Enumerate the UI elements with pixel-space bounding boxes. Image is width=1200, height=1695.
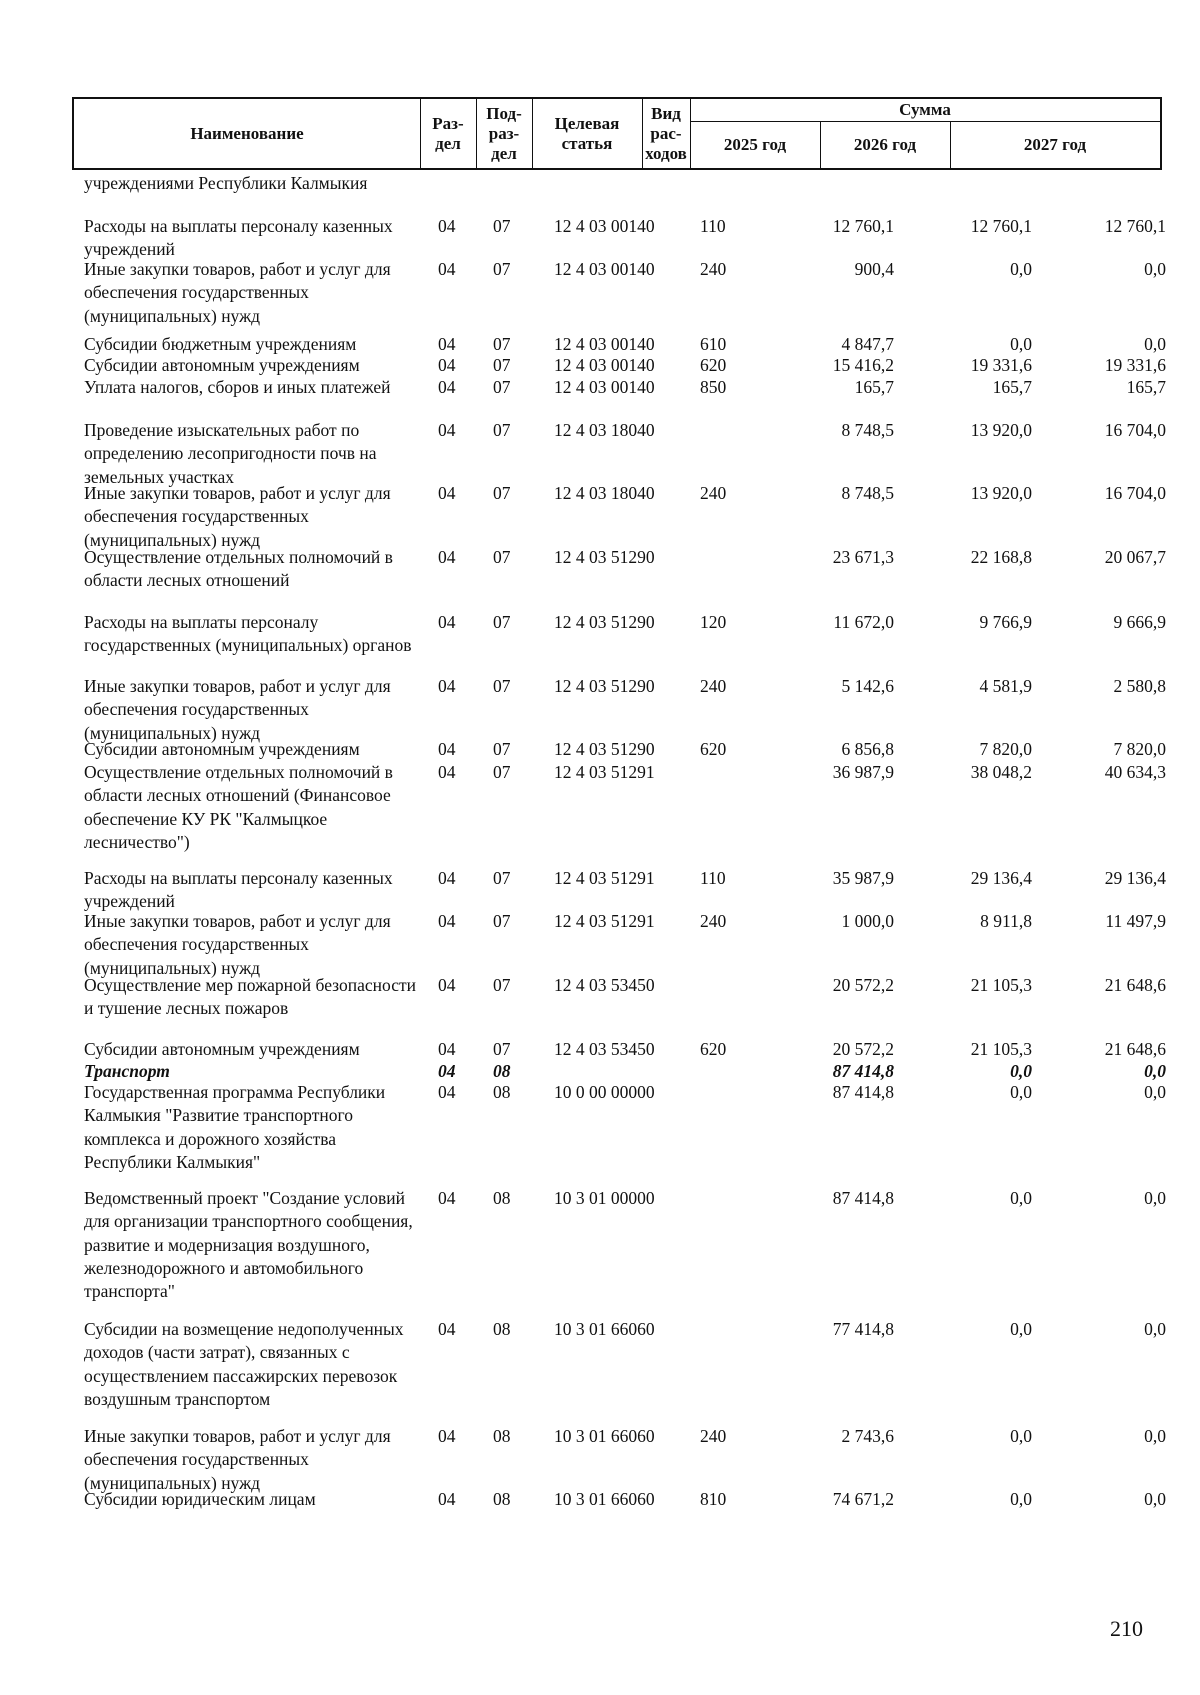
cell-r: 04 (438, 911, 456, 931)
cell-cs: 12 4 03 53450 (554, 975, 655, 995)
cell-r: 04 (438, 1489, 456, 1509)
cell-s27: 21 648,6 (1104, 975, 1166, 995)
cell-r: 04 (438, 334, 456, 354)
cell-cs: 12 4 03 51290 (554, 547, 655, 567)
cell-r: 04 (438, 676, 456, 696)
cell-s25: 2 743,6 (841, 1426, 894, 1446)
cell-p: 07 (493, 259, 511, 279)
cell-s27: 29 136,4 (1104, 868, 1166, 888)
cell-name: учреждениями Республики Калмыкия (84, 173, 368, 193)
cell-s25: 74 671,2 (832, 1489, 894, 1509)
cell-p: 07 (493, 547, 511, 567)
cell-p: 07 (493, 216, 511, 236)
cell-s27: 19 331,6 (1104, 355, 1166, 375)
cell-s25: 20 572,2 (832, 975, 894, 995)
cell-name: Транспорт (84, 1061, 170, 1081)
cell-s26: 0,0 (1010, 334, 1032, 354)
cell-s26: 0,0 (1010, 1188, 1032, 1208)
cell-r: 04 (438, 975, 456, 995)
cell-r: 04 (438, 216, 456, 236)
cell-s27: 2 580,8 (1113, 676, 1166, 696)
cell-cs: 12 4 03 51291 (554, 868, 655, 888)
cell-s26: 0,0 (1010, 1426, 1032, 1446)
cell-name: Осуществление отдельных полномочий в области лесных отношений (84, 547, 393, 591)
cell-cs: 12 4 03 51290 (554, 739, 655, 759)
header-razdel: Раз- дел (432, 113, 464, 153)
cell-s25: 35 987,9 (832, 868, 894, 888)
cell-r: 04 (438, 420, 456, 440)
cell-vr: 240 (700, 1426, 727, 1446)
cell-s26: 4 581,9 (979, 676, 1032, 696)
header-2027: 2027 год (1023, 134, 1087, 154)
cell-s25: 20 572,2 (832, 1039, 894, 1059)
cell-s26: 165,7 (992, 377, 1032, 397)
cell-cs: 12 4 03 51291 (554, 911, 655, 931)
cell-s26: 0,0 (1010, 1319, 1032, 1339)
cell-s26: 13 920,0 (970, 483, 1032, 503)
cell-s26: 22 168,8 (970, 547, 1032, 567)
cell-r: 04 (438, 547, 456, 567)
cell-p: 07 (493, 868, 511, 888)
cell-s26: 21 105,3 (970, 975, 1032, 995)
cell-s27: 0,0 (1144, 334, 1166, 354)
cell-s27: 16 704,0 (1104, 483, 1166, 503)
cell-name: Расходы на выплаты персоналу казенных учреждений (84, 868, 393, 912)
cell-r: 04 (438, 1426, 456, 1446)
header-summa: Сумма (899, 100, 951, 119)
cell-vr: 120 (700, 612, 727, 632)
cell-name: Субсидии на возмещение недополученных доходов (части затрат), связанных с осуществлением пассажирских перевозок воздушным транспортом (84, 1319, 404, 1409)
cell-name: Расходы на выплаты персоналу государственных (муниципальных) органов (84, 612, 412, 656)
cell-s26: 7 820,0 (979, 739, 1032, 759)
cell-r: 04 (438, 355, 456, 375)
cell-r: 04 (438, 868, 456, 888)
cell-s27: 7 820,0 (1113, 739, 1166, 759)
cell-r: 04 (438, 1319, 456, 1339)
cell-s27: 0,0 (1144, 259, 1166, 279)
cell-p: 07 (493, 612, 511, 632)
cell-name: Ведомственный проект "Создание условий для организации транспортного сообщения, развитие и модернизация воздушного, железнодорожного и автомобильного транспорта" (84, 1188, 413, 1302)
cell-s26: 19 331,6 (970, 355, 1032, 375)
cell-s25: 87 414,8 (832, 1082, 894, 1102)
cell-cs: 12 4 03 18040 (554, 420, 655, 440)
cell-name: Субсидии бюджетным учреждениям (84, 334, 357, 354)
header-podrazdel: Под- раз- дел (486, 103, 522, 163)
cell-vr: 110 (700, 868, 726, 888)
cell-p: 07 (493, 975, 511, 995)
cell-vr: 620 (700, 355, 727, 375)
cell-s27: 0,0 (1144, 1082, 1166, 1102)
cell-cs: 12 4 03 51290 (554, 612, 655, 632)
cell-vr: 240 (700, 483, 727, 503)
cell-s25: 1 000,0 (841, 911, 894, 931)
cell-s25: 15 416,2 (832, 355, 894, 375)
cell-p: 07 (493, 483, 511, 503)
cell-p: 07 (493, 420, 511, 440)
cell-s26: 38 048,2 (970, 762, 1032, 782)
cell-s26: 0,0 (1010, 1061, 1032, 1081)
cell-p: 08 (493, 1188, 511, 1208)
cell-vr: 810 (700, 1489, 727, 1509)
cell-cs: 10 0 00 00000 (554, 1082, 655, 1102)
cell-s26: 12 760,1 (970, 216, 1032, 236)
cell-s27: 0,0 (1144, 1061, 1166, 1081)
cell-s27: 40 634,3 (1104, 762, 1166, 782)
cell-name: Государственная программа Республики Калмыкия "Развитие транспортного комплекса и дорожного хозяйства Республики Калмыкия" (84, 1082, 386, 1172)
cell-vr: 610 (700, 334, 727, 354)
cell-s27: 0,0 (1144, 1319, 1166, 1339)
cell-r: 04 (438, 1039, 456, 1059)
cell-name: Уплата налогов, сборов и иных платежей (84, 377, 391, 397)
cell-s25: 5 142,6 (841, 676, 894, 696)
cell-name: Иные закупки товаров, работ и услуг для обеспечения государственных (муниципальных) нужд (84, 259, 391, 326)
cell-s25: 8 748,5 (841, 483, 894, 503)
cell-p: 07 (493, 1039, 511, 1059)
cell-cs: 12 4 03 18040 (554, 483, 655, 503)
cell-s25: 36 987,9 (832, 762, 894, 782)
cell-vr: 620 (700, 739, 727, 759)
cell-cs: 12 4 03 51291 (554, 762, 655, 782)
cell-p: 07 (493, 676, 511, 696)
cell-s25: 165,7 (854, 377, 894, 397)
cell-vr: 110 (700, 216, 726, 236)
cell-vr: 850 (700, 377, 727, 397)
cell-vr: 240 (700, 676, 727, 696)
cell-p: 07 (493, 334, 511, 354)
cell-name: Иные закупки товаров, работ и услуг для обеспечения государственных (муниципальных) нужд (84, 911, 391, 978)
cell-r: 04 (438, 739, 456, 759)
cell-cs: 12 4 03 00140 (554, 355, 655, 375)
cell-p: 08 (493, 1061, 511, 1081)
cell-name: Проведение изыскательных работ по определению лесопригодности почв на земельных участках (84, 420, 377, 487)
header-vid: Вид рас- ходов (645, 103, 687, 163)
header-2026: 2026 год (853, 134, 917, 154)
cell-cs: 12 4 03 00140 (554, 377, 655, 397)
cell-s27: 0,0 (1144, 1188, 1166, 1208)
cell-name: Осуществление мер пожарной безопасности и тушение лесных пожаров (84, 975, 416, 1019)
cell-name: Субсидии автономным учреждениям (84, 355, 360, 375)
cell-name: Субсидии автономным учреждениям (84, 1039, 360, 1059)
cell-s25: 11 672,0 (833, 612, 894, 632)
cell-s27: 16 704,0 (1104, 420, 1166, 440)
header-2025: 2025 год (723, 134, 787, 154)
cell-p: 08 (493, 1426, 511, 1446)
cell-s27: 21 648,6 (1104, 1039, 1166, 1059)
cell-name: Субсидии юридическим лицам (84, 1489, 316, 1509)
cell-cs: 12 4 03 00140 (554, 216, 655, 236)
cell-s27: 9 666,9 (1113, 612, 1166, 632)
cell-s25: 77 414,8 (832, 1319, 894, 1339)
cell-vr: 620 (700, 1039, 727, 1059)
cell-r: 04 (438, 1082, 456, 1102)
cell-name: Субсидии автономным учреждениям (84, 739, 360, 759)
cell-vr: 240 (700, 259, 727, 279)
cell-p: 08 (493, 1082, 511, 1102)
cell-s27: 20 067,7 (1104, 547, 1166, 567)
cell-p: 07 (493, 762, 511, 782)
cell-p: 07 (493, 377, 511, 397)
cell-r: 04 (438, 483, 456, 503)
cell-s27: 0,0 (1144, 1426, 1166, 1446)
header-name: Наименование (190, 123, 304, 143)
cell-r: 04 (438, 377, 456, 397)
cell-cs: 10 3 01 66060 (554, 1489, 655, 1509)
cell-s27: 11 497,9 (1105, 911, 1166, 931)
cell-p: 08 (493, 1489, 511, 1509)
cell-name: Расходы на выплаты персоналу казенных учреждений (84, 216, 393, 260)
cell-name: Иные закупки товаров, работ и услуг для обеспечения государственных (муниципальных) нужд (84, 1426, 391, 1493)
table-header (72, 97, 1162, 170)
cell-name: Осуществление отдельных полномочий в области лесных отношений (Финансовое обеспечение КУ РК "Калмыцкое лесничество") (84, 762, 393, 852)
cell-name: Иные закупки товаров, работ и услуг для обеспечения государственных (муниципальных) нужд (84, 483, 391, 550)
cell-s26: 0,0 (1010, 259, 1032, 279)
cell-cs: 12 4 03 00140 (554, 334, 655, 354)
cell-s25: 87 414,8 (832, 1188, 894, 1208)
cell-cs: 12 4 03 51290 (554, 676, 655, 696)
cell-vr: 240 (700, 911, 727, 931)
cell-s27: 165,7 (1126, 377, 1166, 397)
cell-s25: 900,4 (854, 259, 894, 279)
cell-r: 04 (438, 259, 456, 279)
cell-r: 04 (438, 1188, 456, 1208)
cell-r: 04 (438, 1061, 456, 1081)
cell-s26: 21 105,3 (970, 1039, 1032, 1059)
cell-s26: 0,0 (1010, 1082, 1032, 1102)
cell-s25: 12 760,1 (832, 216, 894, 236)
cell-s27: 0,0 (1144, 1489, 1166, 1509)
page-number: 210 (1110, 1616, 1143, 1641)
cell-s27: 12 760,1 (1104, 216, 1166, 236)
cell-name: Иные закупки товаров, работ и услуг для обеспечения государственных (муниципальных) нужд (84, 676, 391, 743)
header-celevaya: Целевая статья (554, 113, 620, 153)
cell-p: 07 (493, 355, 511, 375)
cell-cs: 10 3 01 00000 (554, 1188, 655, 1208)
cell-s26: 9 766,9 (979, 612, 1032, 632)
cell-cs: 10 3 01 66060 (554, 1319, 655, 1339)
cell-cs: 12 4 03 53450 (554, 1039, 655, 1059)
cell-s25: 87 414,8 (832, 1061, 894, 1081)
cell-s25: 23 671,3 (832, 547, 894, 567)
cell-s25: 8 748,5 (841, 420, 894, 440)
cell-cs: 12 4 03 00140 (554, 259, 655, 279)
cell-s26: 29 136,4 (970, 868, 1032, 888)
cell-p: 07 (493, 739, 511, 759)
cell-cs: 10 3 01 66060 (554, 1426, 655, 1446)
cell-s26: 0,0 (1010, 1489, 1032, 1509)
cell-p: 07 (493, 911, 511, 931)
cell-s26: 8 911,8 (980, 911, 1032, 931)
cell-r: 04 (438, 762, 456, 782)
cell-s25: 6 856,8 (841, 739, 894, 759)
cell-r: 04 (438, 612, 456, 632)
cell-p: 08 (493, 1319, 511, 1339)
cell-s26: 13 920,0 (970, 420, 1032, 440)
cell-s25: 4 847,7 (841, 334, 894, 354)
